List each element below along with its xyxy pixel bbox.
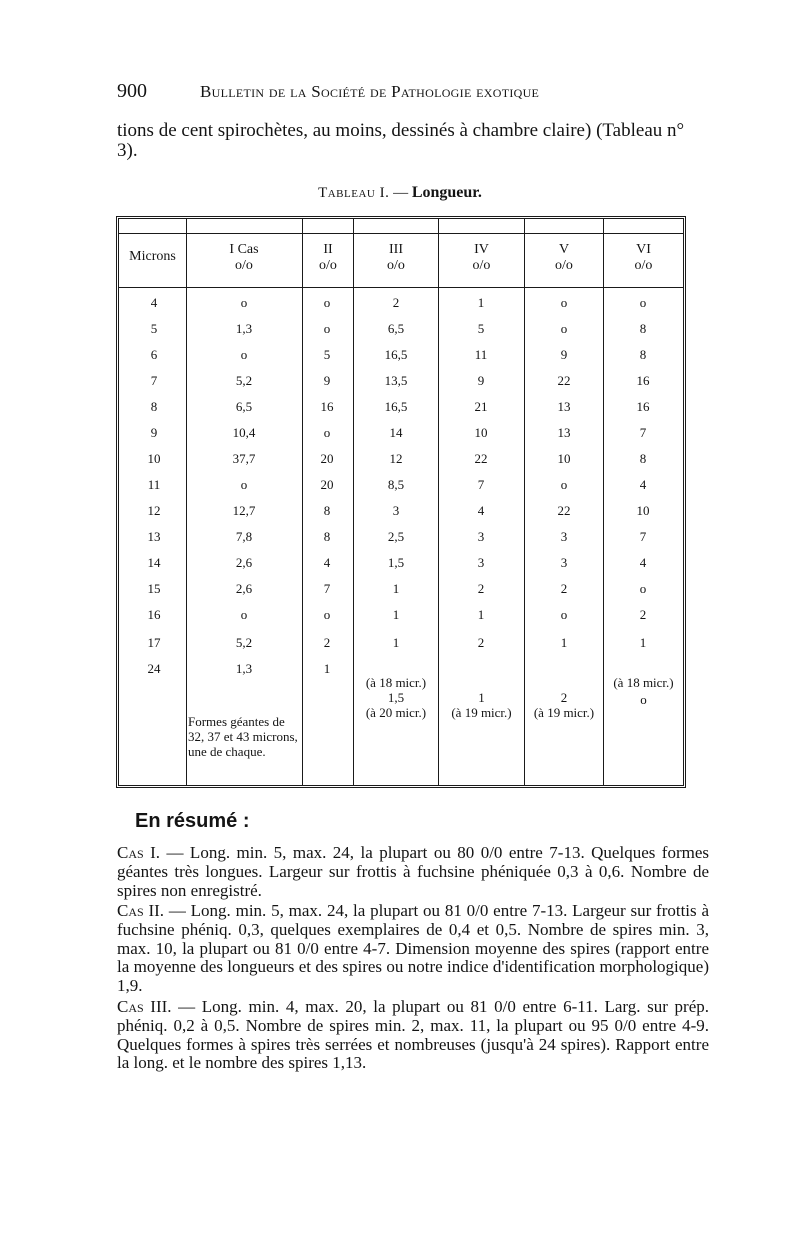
micron-cell: 17	[147, 635, 161, 650]
table-cell: 5	[477, 321, 485, 336]
table-cell: 2	[323, 635, 331, 650]
table-cell: 22	[557, 373, 571, 388]
table-cell: 20	[320, 477, 334, 492]
header-cas-3: III o/o	[387, 242, 405, 273]
table-cell: 2	[560, 581, 568, 596]
note-cas-4-a: 1	[478, 690, 485, 705]
table-footnote: Formes géantes de 32, 37 et 43 microns, une de chaque.	[188, 714, 298, 759]
table-cell: 16	[320, 399, 334, 414]
table-cell: o	[560, 321, 568, 336]
table-cell: 4	[639, 477, 647, 492]
table-cell: 1,5	[387, 555, 405, 570]
table-cell: 16,5	[384, 347, 408, 362]
note-cas-3-c: (à 20 micr.)	[365, 705, 427, 720]
table-cell: 16	[636, 373, 650, 388]
table-cell: 11	[474, 347, 488, 362]
table-cell: 3	[477, 555, 485, 570]
micron-cell: 5	[150, 321, 158, 336]
table-cell: 3	[560, 555, 568, 570]
table-cell: 2	[477, 581, 485, 596]
table-caption-title: Longueur.	[411, 184, 482, 201]
table-cell: 5	[323, 347, 331, 362]
table-cell: 3	[477, 529, 485, 544]
table-cell: 1	[560, 635, 568, 650]
micron-cell: 24	[147, 661, 161, 676]
header-cas-2: II o/o	[319, 242, 337, 273]
summary-cas-1-text: — Long. min. 5, max. 24, la plupart ou 80 0/0 entre 7-13. Quelques formes géantes très longues. Largeur sur frottis à fuchsine phéniquée 0,3 à 0,6. Nombre de spires non enregistré.	[117, 843, 710, 900]
table-cell: 10	[474, 425, 488, 440]
table-cell: 1	[477, 295, 485, 310]
note-cas-6-b: o	[640, 692, 647, 707]
table-cell: 1	[392, 581, 400, 596]
summary-cas-3-text: — Long. min. 4, max. 20, la plupart ou 81 0/0 entre 6-11. Larg. sur prép. phéniq. 0,2 à 0,5. Nombre de spires min. 2, max. 11, la plupart ou 95 0/0 entre 4-9. Quelques formes à spires très serrées et nombreuses (jusqu'à 24 spires). Rapport entre la long. et le nombre des spires 1,13.	[117, 997, 709, 1073]
micron-cell: 6	[150, 347, 158, 362]
table-cell: 8	[323, 529, 331, 544]
micron-cell: 15	[147, 581, 161, 596]
header-cas-6: VI o/o	[634, 242, 653, 273]
table-cell: 8,5	[387, 477, 405, 492]
table-cell: 9	[477, 373, 485, 388]
table-cell: o	[639, 295, 647, 310]
summary-cas-1	[117, 844, 709, 900]
table-cell: 16	[636, 399, 650, 414]
table-cell: 7	[323, 581, 331, 596]
table-cell: 10	[636, 503, 650, 518]
table-cell: 8	[639, 451, 647, 466]
table-cell: 7,8	[235, 529, 253, 544]
table-cell: 10,4	[232, 425, 256, 440]
summary-cas-2-text: — Long. min. 5, max. 24, la plupart ou 81 0/0 entre 7-13. Largeur sur frottis à fuchsine phéniq. 0,3, quelques exemplaires de 0,4 et 0,5. Nombre de spires min. 3, max. 10, la plupart ou 81 0/0 entre 4-7. Dimension moyenne des spires (rapport entre la moyenne des longueurs et des spires ou notre indice d'identification morphologique) 1,9.	[117, 901, 709, 996]
table-cell: o	[560, 607, 568, 622]
summary-cas-2	[117, 902, 709, 996]
table-cell: 1	[323, 661, 331, 676]
table-cell: 2	[392, 295, 400, 310]
table-caption-dash: —	[393, 185, 409, 201]
page-number: 900	[117, 80, 147, 102]
table-cell: 6,5	[387, 321, 405, 336]
table-cell: 8	[639, 321, 647, 336]
summary-cas-3-lead: Cas III.	[117, 997, 172, 1016]
table-cell: 1,3	[235, 661, 253, 676]
header-cas-5: V o/o	[555, 242, 573, 273]
table-cell: o	[240, 477, 248, 492]
table-cell: o	[323, 295, 331, 310]
table-cell: 1	[392, 607, 400, 622]
table-cell: o	[323, 607, 331, 622]
note-cas-5-b: (à 19 micr.)	[533, 705, 595, 720]
table-cell: 4	[477, 503, 485, 518]
table-cell: 9	[323, 373, 331, 388]
micron-cell: 14	[147, 555, 161, 570]
table-cell: o	[240, 347, 248, 362]
table-cell: 37,7	[232, 451, 256, 466]
note-cas-5-a: 2	[560, 690, 568, 705]
table-cell: 2	[639, 607, 647, 622]
table-cell: 12,7	[232, 503, 256, 518]
table-cell: 7	[477, 477, 485, 492]
length-table	[116, 216, 686, 788]
table-cell: 3	[392, 503, 400, 518]
summary-cas-3	[117, 998, 709, 1073]
micron-cell: 16	[147, 607, 161, 622]
table-cell: 6,5	[235, 399, 253, 414]
header-cas-1: I Cas o/o	[229, 242, 259, 273]
table-cell: o	[560, 295, 568, 310]
micron-cell: 13	[147, 529, 161, 544]
table-cell: 1	[477, 607, 485, 622]
note-cas-6-a: (à 18 micr.)	[613, 675, 674, 690]
table-cell: 1,3	[235, 321, 253, 336]
table-cell: 13,5	[384, 373, 408, 388]
table-cell: 13	[557, 399, 571, 414]
header-microns: Microns	[129, 249, 176, 264]
header-cas-4: IV o/o	[472, 242, 491, 273]
table-cell: 14	[389, 425, 403, 440]
micron-cell: 7	[150, 373, 158, 388]
summary-heading: En résumé :	[135, 810, 250, 832]
table-cell: 20	[320, 451, 334, 466]
table-cell: 13	[557, 425, 571, 440]
running-title: Bulletin de la Société de Pathologie exotique	[200, 82, 540, 101]
table-cell: 12	[389, 451, 403, 466]
table-cell: 8	[639, 347, 647, 362]
table-cell: 7	[639, 529, 647, 544]
page-header	[117, 80, 717, 104]
table-cell: o	[323, 425, 331, 440]
micron-cell: 9	[150, 425, 158, 440]
intro-paragraph: tions de cent spirochètes, au moins, dessinés à chambre claire) (Tableau n° 3).	[117, 120, 685, 161]
table-cell: 4	[323, 555, 331, 570]
table-cell: 2	[477, 635, 485, 650]
table-cell: o	[639, 581, 647, 596]
table-cell: 16,5	[384, 399, 408, 414]
table-cell: o	[323, 321, 331, 336]
header-top-rule	[119, 233, 683, 234]
table-cell: 2,6	[235, 581, 253, 596]
table-cell: 2,6	[235, 555, 253, 570]
table-cell: o	[240, 607, 248, 622]
table-cell: 5,2	[235, 635, 253, 650]
table-cell: 8	[323, 503, 331, 518]
table-cell: 4	[639, 555, 647, 570]
table-cell: o	[560, 477, 568, 492]
table-cell: 5,2	[235, 373, 253, 388]
micron-cell: 11	[147, 477, 161, 492]
micron-cell: 4	[150, 295, 158, 310]
table-cell: 3	[560, 529, 568, 544]
note-cas-3-a: (à 18 micr.)	[365, 675, 427, 690]
table-cell: 7	[639, 425, 647, 440]
table-cell: 10	[557, 451, 571, 466]
summary-cas-1-lead: Cas I.	[117, 843, 161, 862]
micron-cell: 12	[147, 503, 161, 518]
micron-cell: 10	[147, 451, 161, 466]
table-caption-label: Tableau I.	[318, 185, 390, 201]
table-cell: 2,5	[387, 529, 405, 544]
table-cell: 22	[557, 503, 571, 518]
table-cell: 9	[560, 347, 568, 362]
table-cell: 21	[474, 399, 488, 414]
summary-cas-2-lead: Cas II.	[117, 901, 165, 920]
table-cell: 1	[392, 635, 400, 650]
table-caption	[0, 184, 800, 202]
header-bottom-rule	[119, 287, 683, 288]
note-cas-3-b: 1,5	[387, 690, 405, 705]
table-cell: o	[240, 295, 248, 310]
table-cell: 1	[639, 635, 647, 650]
note-cas-4-b: (à 19 micr.)	[451, 705, 512, 720]
table-cell: 22	[474, 451, 488, 466]
micron-cell: 8	[150, 399, 158, 414]
